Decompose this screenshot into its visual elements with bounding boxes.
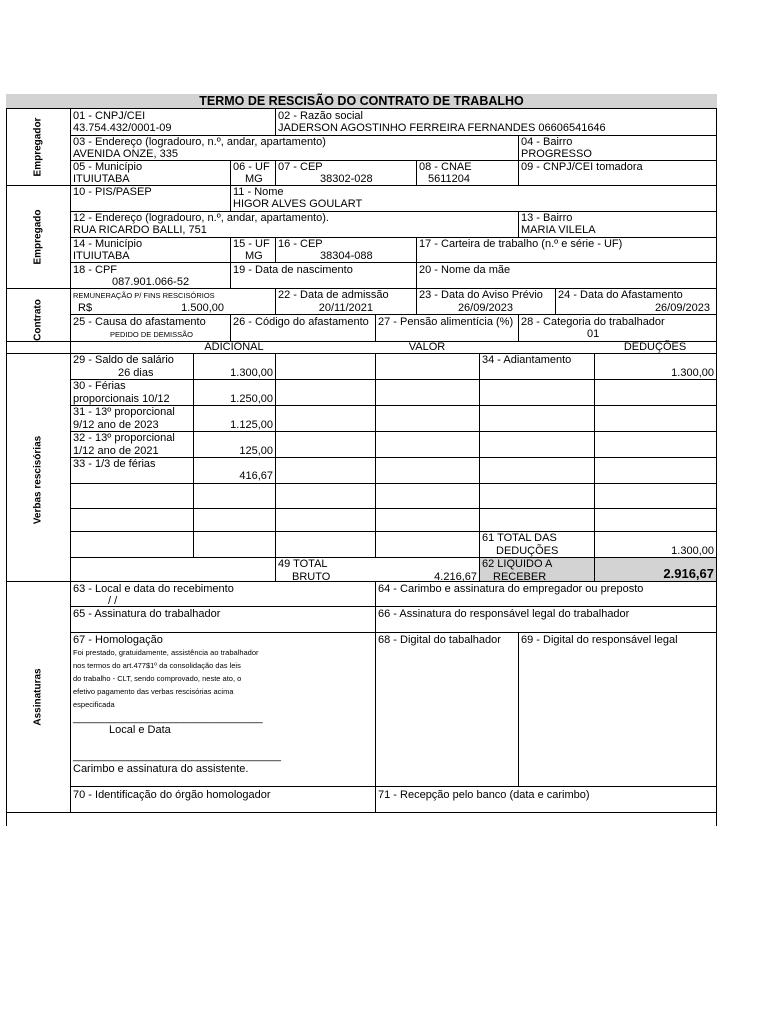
admissao-label: 22 - Data de admissão [278,289,389,301]
assinatura-responsavel-label: 66 - Assinatura do responsável legal do trabalhador [378,608,630,620]
adiantamento-label: 34 - Adiantamento [482,354,572,366]
categoria-value: 01 [587,328,600,340]
cep-empregado-label: 16 - CEP [278,238,323,250]
municipio-empregado-value: ITUIUTABA [73,250,130,262]
local-recebimento-label: 63 - Local e data do recebimento [73,583,234,595]
municipio-empregador-value: ITUIUTABA [73,173,130,185]
causa-value: PEDIDO DE DEMISSÃO [110,330,193,339]
total-deducoes-label-1: 61 TOTAL DAS [482,532,557,544]
afastamento-label: 24 - Data do Afastamento [558,289,683,301]
carimbo-assistente-label: Carimbo e assinatura do assistente. [73,763,249,775]
liquido-valor: 2.916,67 [663,566,714,581]
cpf-value: 087.901.066-52 [112,276,190,288]
d13b-desc: 1/12 ano de 2021 [73,445,159,457]
orgao-homologador-label: 70 - Identificação do órgão homologador [73,789,271,801]
tomadora-label: 09 - CNPJ/CEI tomadora [521,161,643,173]
saldo-desc: 26 dias [118,367,154,379]
pis-label: 10 - PIS/PASEP [73,186,152,198]
d13a-label: 31 - 13º proporcional [73,406,175,418]
liquido-label-1: 62 LIQUIDO A [482,558,553,570]
local-data-label: Local e Data [109,724,171,736]
nascimento-label: 19 - Data de nascimento [233,264,353,276]
endereco-empregado-value: RUA RICARDO BALLI, 751 [73,224,207,236]
saldo-label: 29 - Saldo de salário [73,354,174,366]
codigo-label: 26 - Código do afastamento [233,316,369,328]
cnae-value: 5611204 [428,173,471,185]
aviso-value: 26/09/2023 [457,302,513,314]
ferias-label: 30 - Férias [73,380,126,392]
carimbo-empregador-label: 64 - Carimbo e assinatura do empregador ou preposto [378,583,644,595]
terco-label: 33 - 1/3 de férias [73,458,156,470]
cnae-label: 08 - CNAE [419,161,472,173]
categoria-label: 28 - Categoria do trabalhador [521,316,665,328]
cnpj-value: 43.754.432/0001-09 [73,122,172,134]
bairro-empregado-value: MARIA VILELA [521,224,596,236]
bairro-empregador-value: PROGRESSO [521,148,592,160]
adiantamento-valor: 1.300,00 [671,367,714,379]
total-bruto-label-2: BRUTO [292,571,331,583]
col-adicional: ADICIONAL [204,341,264,353]
d13b-label: 32 - 13º proporcional [73,432,175,444]
cep-empregador-value: 38302-028 [320,173,373,185]
uf-empregador-label: 06 - UF [233,161,270,173]
cnpj-label: 01 - CNPJ/CEI [73,110,146,122]
terco-valor: 416,67 [239,470,273,482]
total-bruto-valor: 4.216,67 [434,571,477,583]
assinatura-trabalhador-label: 65 - Assinatura do trabalhador [73,608,221,620]
signature-line-assistente: __________________________________ [73,750,282,762]
homologacao-line-3: do trabalho - CLT, sendo comprovado, neste ato, o [73,674,242,683]
razao-value: JADERSON AGOSTINHO FERREIRA FERNANDES 06606541646 [278,122,606,134]
local-recebimento-value: / / [108,595,118,607]
bairro-empregado-label: 13 - Bairro [521,212,573,224]
col-valor: VALOR [408,341,446,353]
digital-trabalhador-label: 68 - Digital do tabalhador [378,634,501,646]
remuneracao-label: REMUNERAÇÃO P/ FINS RESCISÓRIOS [73,291,215,300]
d13a-valor: 1.125,00 [230,419,273,431]
ferias-desc: proporcionais 10/12 [73,393,170,405]
uf-empregador-value: MG [245,173,263,185]
total-bruto-label-1: 49 TOTAL [278,558,328,570]
total-deducoes-label-2: DEDUÇÕES [496,545,559,557]
liquido-label-2: RECEBER [493,571,547,583]
aviso-label: 23 - Data do Aviso Prévio [419,289,543,301]
ctps-label: 17 - Carteira de trabalho (n.º e série - UF) [419,238,623,250]
endereco-empregado-label: 12 - Endereço (logradouro, n.º, andar, apartamento). [73,212,329,224]
cep-empregador-label: 07 - CEP [278,161,323,173]
signature-line-local: _______________________________ [73,712,263,724]
cep-empregado-value: 38304-088 [320,250,373,262]
nome-value: HIGOR ALVES GOULART [233,198,363,210]
ferias-valor: 1.250,00 [230,393,273,405]
d13b-valor: 125,00 [239,445,273,457]
uf-empregado-value: MG [245,250,263,262]
document-title: TERMO DE RESCISÃO DO CONTRATO DE TRABALHO [199,94,524,108]
municipio-empregado-label: 14 - Município [73,238,143,250]
saldo-valor: 1.300,00 [230,367,273,379]
bairro-empregador-label: 04 - Bairro [521,136,573,148]
afastamento-value: 26/09/2023 [654,302,710,314]
remuneracao-currency: R$ [78,302,93,314]
admissao-value: 20/11/2021 [318,302,373,314]
total-deducoes-valor: 1.300,00 [671,545,714,557]
causa-label: 25 - Causa do afastamento [73,316,206,328]
nome-label: 11 - Nome [233,186,284,198]
d13a-desc: 9/12 ano de 2023 [73,419,159,431]
uf-empregado-label: 15 - UF [233,238,270,250]
pensao-label: 27 - Pensão alimentícia (%) [378,316,514,328]
cpf-label: 18 - CPF [73,264,118,276]
municipio-empregador-label: 05 - Município [73,161,143,173]
mae-label: 20 - Nome da mãe [419,264,511,276]
homologacao-line-1: Foi prestado, gratuidamente, assistência ao trabalhador [73,648,259,657]
digital-responsavel-label: 69 - Digital do responsável legal [521,634,678,646]
endereco-empregador-label: 03 - Endereço (logradouro, n.º, andar, apartamento) [73,136,326,148]
homologacao-label: 67 - Homologação [73,634,163,646]
razao-label: 02 - Razão social [278,110,363,122]
homologacao-line-4: efetivo pagamento das verbas rescisórias acima [73,687,234,696]
homologacao-line-2: nos termos do art.477$1º da consolidação das leis [73,661,241,670]
remuneracao-value: 1.500,00 [181,302,224,314]
recepcao-banco-label: 71 - Recepção pelo banco (data e carimbo) [378,789,590,801]
homologacao-line-5: especificada [73,700,115,709]
col-deducoes: DEDUÇÕES [623,341,687,353]
endereco-empregador-value: AVENIDA ONZE, 335 [73,148,178,160]
